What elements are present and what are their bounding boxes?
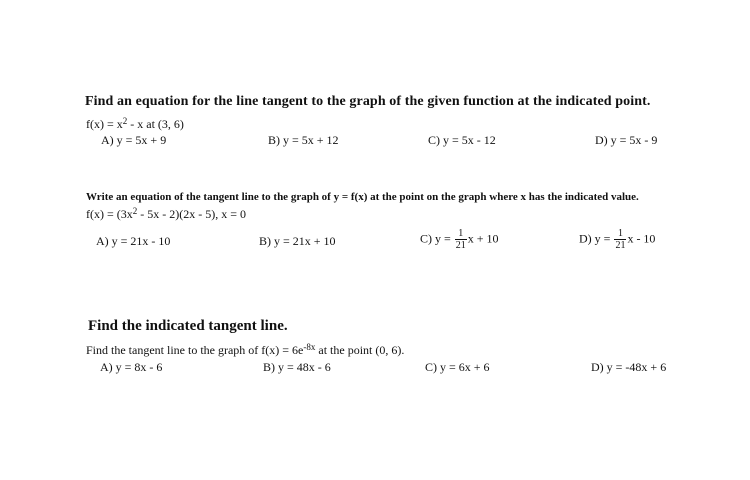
question-3-option-b[interactable]: B) y = 48x - 6 [263, 360, 331, 374]
question-2-option-c[interactable]: C) y = $\frac{1}{21}$ x + 10 [420, 228, 499, 251]
question-1-option-a[interactable]: A) y = 5x + 9 [101, 133, 167, 147]
question-1-option-c[interactable]: C) y = 5x - 12 [428, 133, 496, 147]
fraction: $\frac{1}{21}$ [615, 228, 626, 251]
question-3-prompt: Find the tangent line to the graph of $f(x) = 6e^{-8x}$ at the point (0, 6). [86, 342, 405, 357]
question-2-function: $f(x) = (3x^2 - 5x - 2)(2x - 5)$, x = 0 [86, 206, 247, 221]
question-2-title: Write an equation of the tangent line to the graph of y = f(x) at the point on the graph where x has the indicated value. [86, 191, 639, 203]
question-1-title: Find an equation for the line tangent to the graph of the given function at the indicated point. [85, 94, 651, 109]
question-3-option-c[interactable]: C) y = 6x + 6 [425, 360, 490, 374]
question-1-option-b[interactable]: B) y = 5x + 12 [268, 133, 339, 147]
question-2-option-d[interactable]: D) y = $\frac{1}{21}$ x - 10 [579, 228, 656, 251]
fraction: $\frac{1}{21}$ [455, 228, 466, 251]
question-3-option-d[interactable]: D) y = -48x + 6 [591, 360, 667, 374]
question-3-option-a[interactable]: A) y = 8x - 6 [100, 360, 163, 374]
question-2-option-a[interactable]: A) y = 21x - 10 [96, 234, 171, 248]
question-1-option-d[interactable]: D) y = 5x - 9 [595, 133, 658, 147]
question-2-option-b[interactable]: B) y = 21x + 10 [259, 234, 336, 248]
question-1-function: $f(x) = x^2 - x$ at (3, 6) [86, 116, 184, 131]
question-3-title: Find the indicated tangent line. [88, 318, 288, 334]
